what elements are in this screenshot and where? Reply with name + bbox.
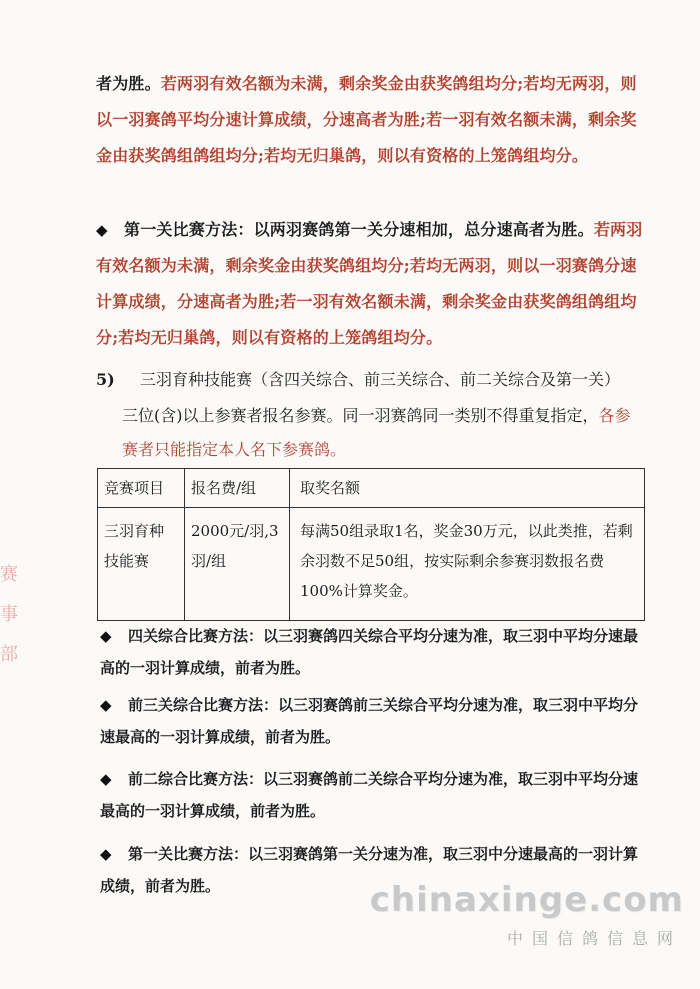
fee-table bbox=[97, 468, 645, 621]
section-heading bbox=[96, 366, 656, 394]
paragraph-red-text: 若两羽有效名额为未满，剩余奖金由获奖鸽组均分;若均无两羽，则以一羽赛鸽平均分速计算成绩，分速高者为胜;若一羽有效名额未满，剩余奖金由获奖鸽组鸽组均分;若均无归巢鸽，则以有资格的上笼鸽组均分。 bbox=[96, 74, 637, 165]
table-row bbox=[98, 508, 645, 621]
method-text: 前二综合比赛方法：以三羽赛鸽前二关综合平均分速为准，取三羽中平均分速最高的一羽计算成绩，前者为胜。 bbox=[100, 770, 639, 820]
section-title: 三羽育种技能赛（含四关综合、前三关综合、前二关综合及第一关） bbox=[140, 370, 621, 389]
table-header-cell: 竞赛项目 bbox=[98, 469, 185, 508]
table-cell: 2000元/羽,3羽/组 bbox=[185, 508, 290, 621]
paragraph-text: 者为胜。 bbox=[96, 74, 161, 93]
table-cell: 每满50组录取1名，奖金30万元，以此类推，若剩余羽数不足50组，按实际剩余参赛羽数报名费100%计算奖金。 bbox=[290, 508, 645, 621]
method-item bbox=[100, 620, 645, 684]
paragraph-rule-two-birds bbox=[96, 66, 644, 174]
table-header-cell: 取奖名额 bbox=[290, 469, 645, 508]
diamond-bullet-icon: ◆ bbox=[96, 221, 108, 239]
table-header-row bbox=[98, 469, 645, 508]
method-item bbox=[100, 689, 645, 753]
method-text: 前三关综合比赛方法：以三羽赛鸽前三关综合平均分速为准，取三羽中平均分速最高的一羽计算成绩，前者为胜。 bbox=[100, 696, 639, 746]
paragraph-red-text: 若两羽有效名额为未满，剩余奖金由获奖鸽组均分;若均无两羽，则以一羽赛鸽分速计算成绩，分速高者为胜;若一羽有效名额未满，剩余奖金由获奖鸽组鸽组均分;若均无归巢鸽，则以有资格的上笼鸽组均分。 bbox=[96, 220, 643, 347]
watermark-site-name: 中国信鸽信息网 bbox=[506, 929, 682, 948]
section-intro bbox=[122, 399, 642, 467]
section-number: 5) bbox=[96, 370, 115, 389]
diamond-bullet-icon: ◆ bbox=[100, 696, 112, 714]
paragraph-text: 第一关比赛方法：以两羽赛鸽第一关分速相加，总分速高者为胜。 bbox=[124, 220, 594, 239]
method-text: 第一关比赛方法：以三羽赛鸽第一关分速为准，取三羽中分速最高的一羽计算成绩，前者为胜。 bbox=[100, 845, 639, 895]
diamond-bullet-icon: ◆ bbox=[100, 770, 112, 788]
intro-text: 三位(含)以上参赛者报名参赛。同一羽赛鸽同一类别不得重复指定， bbox=[122, 406, 599, 425]
watermark-domain: chinaxinge.com bbox=[369, 880, 684, 920]
diamond-bullet-icon: ◆ bbox=[100, 627, 112, 645]
method-item bbox=[100, 763, 645, 827]
red-seal-stamp: 赛 事 部 bbox=[0, 564, 18, 665]
paragraph-first-leg-method bbox=[96, 212, 644, 356]
table-cell: 三羽育种技能赛 bbox=[98, 508, 185, 621]
diamond-bullet-icon: ◆ bbox=[100, 845, 112, 863]
intro-red-text: 各参赛者只能指定本人名下参赛鸽。 bbox=[122, 406, 631, 459]
table-header-cell: 报名费/组 bbox=[185, 469, 290, 508]
method-text: 四关综合比赛方法：以三羽赛鸽四关综合平均分速为准，取三羽中平均分速最高的一羽计算成绩，前者为胜。 bbox=[100, 627, 639, 677]
